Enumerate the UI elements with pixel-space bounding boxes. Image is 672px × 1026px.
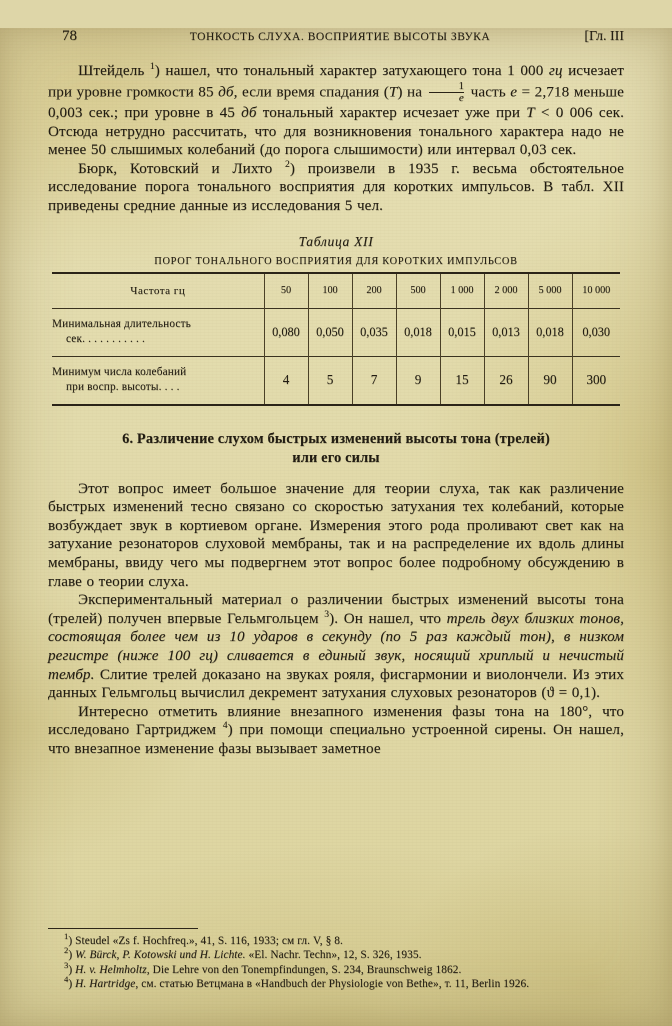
footnote-item xyxy=(48,974,624,992)
header-freq-4: 1 000 xyxy=(440,274,484,309)
table-header-row xyxy=(52,274,620,309)
running-head xyxy=(48,28,624,48)
p2-seg-b: ) произвели в 1935 г. весьма обстоятельное исследование порога тонального восприятия для коротких импульсов. В табл. XII приведены средние данные из исследования 5 чел. xyxy=(48,160,625,214)
footnote-marker-1: 1 xyxy=(64,930,69,941)
section-heading-line1: 6. Различение слухом быстрых изменений высоты тона (трелей) xyxy=(122,430,550,447)
page-number: 78 xyxy=(62,28,77,44)
row-1-cell-3: 9 xyxy=(396,357,440,405)
p1-unit-db: дб xyxy=(218,83,234,100)
table-subcaption: ПОРОГ ТОНАЛЬНОГО ВОСПРИЯТИЯ ДЛЯ КОРОТКИХ ИМПУЛЬСОВ xyxy=(154,255,518,267)
row-0-cell-0: 0,080 xyxy=(264,309,308,357)
row-1-stub-line1: Минимум числа колебаний xyxy=(52,366,187,379)
row-1-cell-2: 7 xyxy=(352,357,396,405)
fraction-denominator: e xyxy=(429,92,465,104)
running-title: ТОНКОСТЬ СЛУХА. ВОСПРИЯТИЕ ВЫСОТЫ ЗВУКА xyxy=(189,31,491,43)
p1-symbol-e: e xyxy=(510,83,518,100)
header-freq-2: 200 xyxy=(352,274,396,309)
footnote-2-italic: W. Bürck, P. Kotowski und H. Lichte. xyxy=(75,949,246,962)
footnote-item xyxy=(48,945,624,963)
row-0-cell-3: 0,018 xyxy=(396,309,440,357)
row-0-stub xyxy=(52,309,264,357)
paragraph-shteidel xyxy=(48,62,624,160)
header-freq-1: 100 xyxy=(308,274,352,309)
footnote-2-post: «El. Nachr. Techn», 12, S. 326, 1935. xyxy=(245,949,422,962)
p1-seg-b: ) нашел, что тональный характер затухающего тона 1 000 xyxy=(154,63,549,79)
scanned-page xyxy=(0,28,672,1026)
footnote-ref-4: 4 xyxy=(222,721,228,732)
row-0-stub-line2: сек. . . . . . . . . . . xyxy=(66,333,146,346)
p1-unit-db-2: дб xyxy=(241,105,257,122)
footnote-4-post: см. статью Ветцмана в «Handbuch der Physiologie von Bethe», т. 11, Berlin 1926. xyxy=(138,978,530,991)
p4-seg-b: ). Он нашел, что xyxy=(329,610,447,627)
table-block xyxy=(48,234,624,406)
footnote-3-post: Die Lehre von den Tonempfindungen, S. 234, Braunschweig 1862. xyxy=(149,963,462,976)
row-0-cell-2: 0,035 xyxy=(352,309,396,357)
header-frequency-label: Частота гц xyxy=(130,284,186,297)
p3-text: Этот вопрос имеет большое значение для теории слуха, так как различение быстрых изменений тесно связано со скоростью затухания тех колебаний, которые возбуждает звук в кортиевом органе. Измерения этого рода проливают свет как на затухание резонаторов слуховой мембраны, так и на распределение их вдоль длины мембраны, ввиду чего мы подвергнем этот вопрос более подробному обсуждению в главе о теории слуха. xyxy=(48,480,624,590)
header-freq-0: 50 xyxy=(264,274,308,309)
footnote-marker-2: 2 xyxy=(64,945,69,956)
footnote-4-pre: ) xyxy=(68,978,76,991)
row-1-cell-0: 4 xyxy=(264,357,308,405)
footnote-ref-3: 3 xyxy=(324,609,330,620)
p1-symbol-T: Т xyxy=(388,83,398,100)
row-0-cell-6: 0,018 xyxy=(528,309,572,357)
fraction-one-over-e xyxy=(429,81,465,104)
footnote-2-pre: ) xyxy=(68,949,76,962)
table-row xyxy=(52,357,620,405)
row-0-cell-5: 0,013 xyxy=(484,309,528,357)
p1-seg-i: < 0 006 сек. Отсюда нетрудно рассчитать, что для возникновения тонального характера надо не менее 50 слышимых колебаний (до порога слышимости) или интервал 0,03 сек. xyxy=(48,105,624,159)
chapter-marker: [Гл. III xyxy=(584,29,624,44)
row-1-cell-1: 5 xyxy=(308,357,352,405)
page-content xyxy=(0,28,672,759)
footnote-separator-rule xyxy=(48,928,198,929)
p1-seg-d: , если время спадания ( xyxy=(233,83,389,100)
p5-seg-b: ) при помощи специально устроенной сирены. Он нашел, что внезапное изменение фазы вызывает заметное xyxy=(48,722,624,757)
row-1-stub-line2: при воспр. высоты. . . . xyxy=(66,381,180,394)
table-row xyxy=(52,309,620,357)
paragraph-hartridge xyxy=(48,703,624,759)
row-1-cell-6: 90 xyxy=(528,357,572,405)
threshold-table xyxy=(52,272,620,406)
p2-seg-a: Бюрк, Котовский и Лихто xyxy=(78,160,286,177)
paragraph-importance xyxy=(48,480,624,592)
row-0-cell-1: 0,050 xyxy=(308,309,352,357)
row-1-cell-7: 300 xyxy=(572,357,620,405)
footnote-4-italic: H. Hartridge, xyxy=(75,978,139,991)
table-caption: Таблица XII xyxy=(298,233,374,249)
p1-seg-h: тональный характер исчезает уже при xyxy=(256,105,527,122)
p1-seg-c: исчезает при уровне громкости 85 xyxy=(48,63,624,100)
row-1-cell-5: 26 xyxy=(484,357,528,405)
header-freq-5: 2 000 xyxy=(484,274,528,309)
footnote-ref-1: 1 xyxy=(149,61,155,72)
footnote-item xyxy=(48,930,624,949)
p1-symbol-T-2: Т xyxy=(526,105,535,122)
table-rule-bottom xyxy=(52,405,620,406)
p1-seg-g: = 2,718 меньше 0,003 сек.; при уровне в 45 xyxy=(48,83,624,122)
row-1-cell-4: 15 xyxy=(440,357,484,405)
footnote-marker-3: 3 xyxy=(64,960,69,971)
p4-seg-a: Экспериментальный материал о различении быстрых изменений высоты тона (трелей) получен впервые Гельмгольцем xyxy=(48,592,624,627)
p1-seg-a: Штейдель xyxy=(78,63,150,79)
p5-seg-a: Интересно отметить влияние внезапного изменения фазы тона на 180°, что исследовано Гартриджем xyxy=(48,703,624,739)
section-heading-line2: или его силы xyxy=(292,449,380,466)
p1-seg-f: часть xyxy=(466,83,511,100)
footnotes-block xyxy=(48,928,624,992)
footnote-ref-2: 2 xyxy=(285,159,290,170)
p1-seg-e: ) на xyxy=(397,83,427,100)
row-0-cell-7: 0,030 xyxy=(572,309,620,357)
footnote-item xyxy=(48,960,624,978)
footnote-3-pre: ) xyxy=(68,963,76,976)
row-0-cell-4: 0,015 xyxy=(440,309,484,357)
paragraph-helmholtz xyxy=(48,591,624,703)
footnote-3-italic: H. v. Helmholtz, xyxy=(75,963,150,976)
fraction-numerator: 1 xyxy=(458,79,465,92)
section-heading xyxy=(48,430,624,468)
p4-trill-quote: трель двух близких тонов, состоящая более чем из 10 ударов в секунду (по 5 раз каждый тон), в низком регистре (ниже 100 гц) сливается в единый звук, носящий хриплый и нечистый тембр. xyxy=(48,610,624,683)
footnote-marker-4: 4 xyxy=(64,974,69,985)
row-1-stub xyxy=(52,357,264,405)
row-0-stub-line1: Минимальная длительность xyxy=(52,318,191,331)
header-freq-3: 500 xyxy=(396,274,440,309)
header-freq-6: 5 000 xyxy=(528,274,572,309)
header-freq-7: 10 000 xyxy=(572,274,620,309)
p1-unit-hz: гц xyxy=(548,63,563,79)
p4-seg-c: Слитие трелей доказано на звуках рояля, фисгармонии и виолончели. Из этих данных Гельмгольц вычислил декремент затухания слуховых резонаторов (ϑ = 0,1). xyxy=(48,666,624,702)
paragraph-burck xyxy=(48,160,624,216)
footnote-1-pre: ) Steudel «Zs f. Hochfreq.», 41, S. 116, 1933; см гл. V, § 8. xyxy=(68,934,343,947)
